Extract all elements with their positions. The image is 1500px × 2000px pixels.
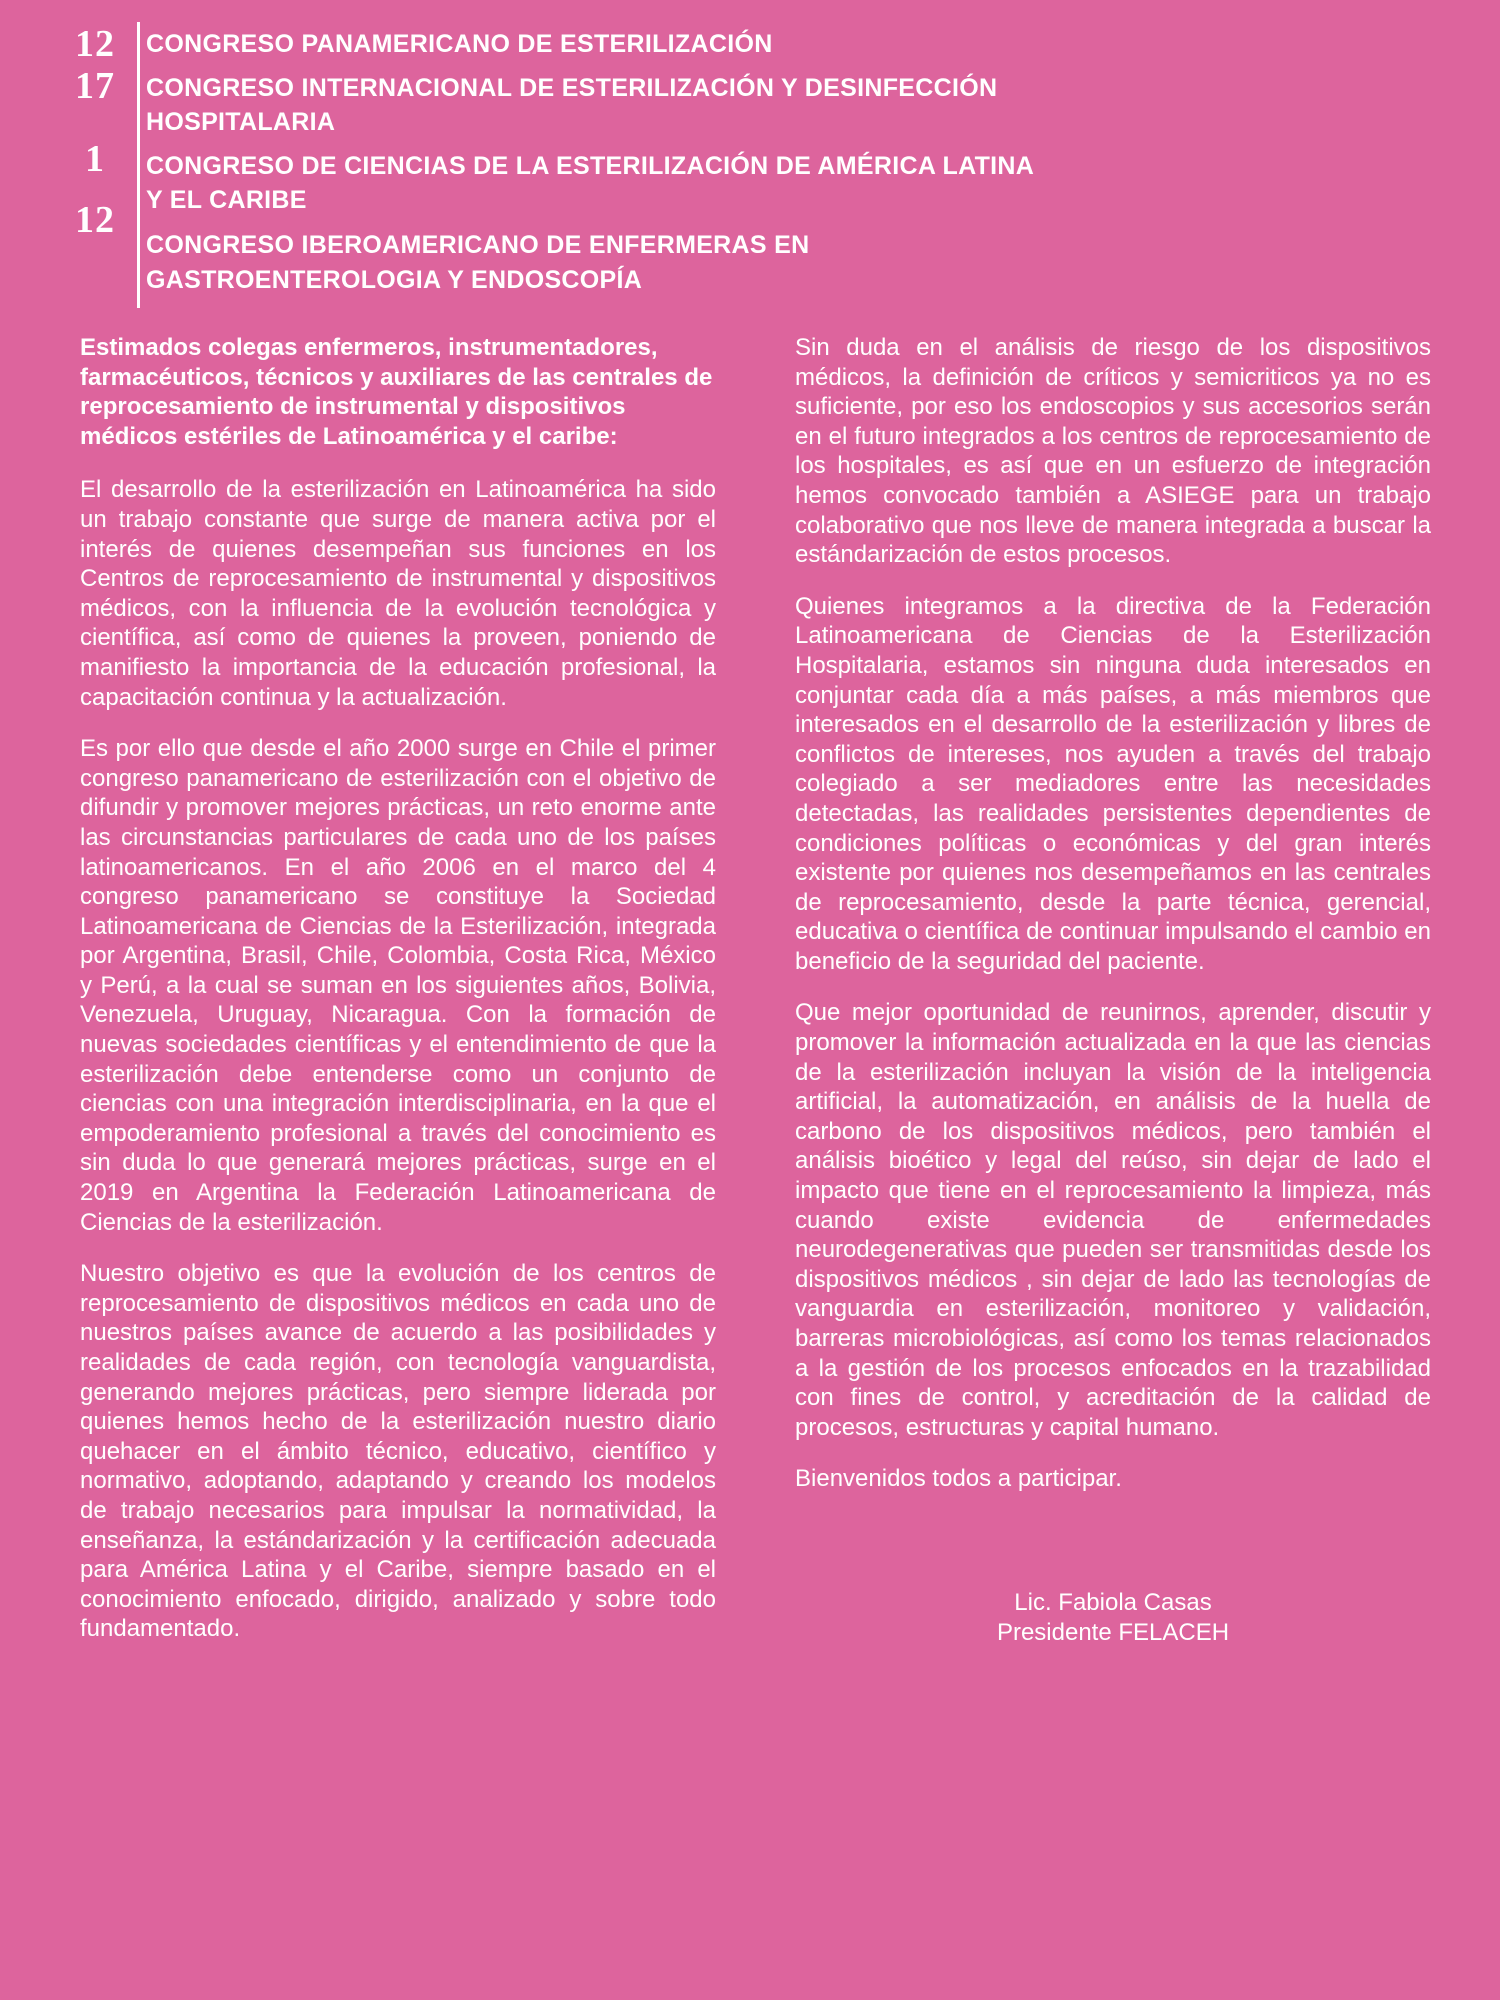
header-divider bbox=[137, 22, 140, 308]
letter-paragraph: Quienes integramos a la directiva de la Federación Latinoamericana de Ciencias de la Esterilización Hospitalaria, estamos sin ninguna duda interesados en conjuntar cada día a más países, a más miembros que interesados en el desarrollo de la esterilización y libres de conflictos de intereses, nos ayuden a través del trabajo colegiado a ser mediadores entre las necesidades detectadas, las realidades persistentes dependientes de condiciones políticas o económicas y del gran interés existente por quienes nos desempeñamos en las centrales de reprocesamiento, desde la parte técnica, gerencial, educativa o científica de continuar impulsando el cambio en beneficio de la seguridad del paciente. bbox=[795, 592, 1431, 975]
letter-closing: Bienvenidos todos a participar. bbox=[795, 1465, 1122, 1493]
congress-title-ciencias: CONGRESO DE CIENCIAS DE LA ESTERILIZACIÓN DE AMÉRICA LATINA bbox=[146, 152, 1035, 180]
letter-paragraph: El desarrollo de la esterilización en Latinoamérica ha sido un trabajo constante que surge de manera activa por el interés de quienes desempeñan sus funciones en los Centros de reprocesamiento de instrumental y dispositivos médicos, con la influencia de la evolución tecnológica y científica, así como de quienes la proveen, poniendo de manifiesto la importancia de la educación profesional, la capacitación continua y la actualización. bbox=[80, 476, 716, 711]
signature-block bbox=[795, 1588, 1431, 1647]
letter-left-column bbox=[80, 333, 716, 1666]
edition-number-internacional: 17 bbox=[75, 65, 115, 107]
letter-greeting: Estimados colegas enfermeros, instrumentadores, farmacéuticos, técnicos y auxiliares de las centrales de reprocesamiento de instrumental y dispositivos médicos estériles de Latinoamérica y el caribe: bbox=[80, 334, 713, 450]
letter-paragraph: Nuestro objetivo es que la evolución de los centros de reprocesamiento de dispositivos médicos en cada uno de nuestros países avance de acuerdo a las posibilidades y realidades de cada región, con tecnología vanguardista, generando mejores prácticas, pero siempre liderada por quienes hemos hecho de la esterilización nuestro diario quehacer en el ámbito técnico, educativo, científico y normativo, adoptando, adaptando y creando los modelos de trabajo necesarios para impulsar la normatividad, la enseñanza, la estándarización y la certificación adecuada para América Latina y el Caribe, siempre basado en el conocimiento enfocado, dirigido, analizado y sobre todo fundamentado. bbox=[80, 1260, 716, 1643]
letter-right-column bbox=[795, 333, 1431, 1647]
letter-paragraph: Es por ello que desde el año 2000 surge en Chile el primer congreso panamericano de esterilización con el objetivo de difundir y promover mejores prácticas, un reto enorme ante las circunstancias particulares de cada uno de los países latinoamericanos. En el año 2006 en el marco del 4 congreso panamericano se constituye la Sociedad Latinoamericana de Ciencias de la Esterilización, integrada por Argentina, Brasil, Chile, Colombia, Costa Rica, México y Perú, a la cual se suman en los siguientes años, Bolivia, Venezuela, Uruguay, Nicaragua. Con la formación de nuevas sociedades científicas y el entendimiento de que la esterilización debe entenderse como un conjunto de ciencias con una integración interdisciplinaria, en la que el empoderamiento profesional a través del conocimiento es sin duda lo que generará mejores prácticas, surge en el 2019 en Argentina la Federación Latinoamericana de Ciencias de la esterilización. bbox=[80, 735, 716, 1236]
congress-title-iberoamericano-cont: GASTROENTEROLOGIA Y ENDOSCOPÍA bbox=[146, 266, 643, 294]
congress-title-panamericano: CONGRESO PANAMERICANO DE ESTERILIZACIÓN bbox=[146, 30, 773, 58]
congress-title-internacional-cont: HOSPITALARIA bbox=[146, 108, 336, 136]
signature-title: Presidente FELACEH bbox=[996, 1618, 1230, 1646]
edition-number-ciencias: 1 bbox=[85, 138, 105, 180]
congress-header bbox=[60, 22, 1160, 312]
signature-name: Lic. Fabiola Casas bbox=[1014, 1588, 1212, 1616]
congress-title-ciencias-cont: Y EL CARIBE bbox=[146, 186, 307, 214]
edition-number-panamericano: 12 bbox=[75, 23, 115, 65]
letter-paragraph: Que mejor oportunidad de reunirnos, aprender, discutir y promover la información actualizada en la que las ciencias de la esterilización incluyan la visión de la inteligencia artificial, la automatización, en análisis de la huella de carbono de los dispositivos médicos, pero también el análisis bioético y legal del reúso, sin dejar de lado el impacto que tiene en el reprocesamiento la limpieza, más cuando existe evidencia de enfermedades neurodegenerativas que pueden ser transmitidas desde los dispositivos médicos , sin dejar de lado las tecnologías de vanguardia en esterilización, monitoreo y validación, barreras microbiológicas, así como los temas relacionados a la gestión de los procesos enfocados en la trazabilidad con fines de control, y acreditación de la calidad de procesos, estructuras y capital humano. bbox=[795, 999, 1431, 1441]
congress-title-internacional: CONGRESO INTERNACIONAL DE ESTERILIZACIÓN Y DESINFECCIÓN bbox=[146, 74, 998, 102]
edition-number-iberoamericano: 12 bbox=[75, 199, 115, 241]
congress-title-iberoamericano: CONGRESO IBEROAMERICANO DE ENFERMERAS EN bbox=[146, 231, 810, 259]
letter-paragraph: Sin duda en el análisis de riesgo de los dispositivos médicos, la definición de críticos y semicriticos ya no es suficiente, por eso los endoscopios y sus accesorios serán en el futuro integrados a los centros de reprocesamiento de los hospitales, es así que en un esfuerzo de integración hemos convocado también a ASIEGE para un trabajo colaborativo que nos lleve de manera integrada a buscar la estándarización de estos procesos. bbox=[795, 334, 1431, 569]
